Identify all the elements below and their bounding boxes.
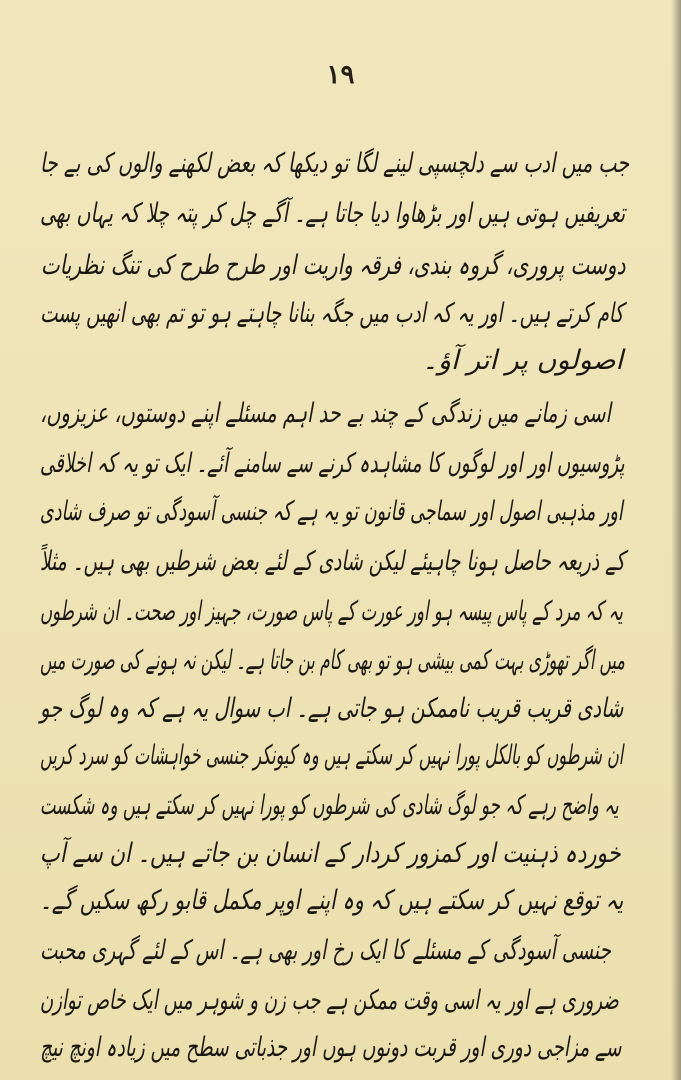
- page-number: ۱۹: [326, 60, 355, 90]
- text-line: یہ واضح رہے کہ جو لوگ شادی کی شرطوں کو پورا نہیں کر سکتے ہیں وہ شکست: [40, 790, 619, 821]
- text-line: کے ذریعہ حاصل ہونا چاہیئے لیکن شادی کے لئے بعض شرطیں بھی ہیں۔ مثلاً: [40, 546, 625, 577]
- text-line: جب میں ادب سے دلچسپی لینے لگا تو دیکھا کہ بعض لکھنے والوں کی بے جا: [39, 148, 629, 179]
- text-line: جنسی آسودگی کے مسئلے کا ایک رخ اور بھی ہے۔ اس کے لئے گہری محبت: [40, 935, 611, 966]
- text-line: تعریفیں ہوتی ہیں اور بڑھاوا دیا جاتا ہے۔ آگے چل کر پتہ چلا کہ یہاں بھی: [39, 198, 625, 229]
- text-line: اسی زمانے میں زندگی کے چند بے حد اہم مسئلے اپنے دوستوں، عزیزوں،: [40, 398, 611, 429]
- text-line: شادی قریب قریب ناممکن ہو جاتی ہے۔ اب سوال یہ ہے کہ وہ لوگ جو: [39, 693, 623, 724]
- text-line: اور مذہبی اصول اور سماجی قانون تو یہ ہے کہ جنسی آسودگی تو صرف شادی: [40, 496, 623, 527]
- text-line: یہ کہ مرد کے پاس پیسہ ہو اور عورت کے پاس صورت، جہیز اور صحت۔ ان شرطوں: [40, 596, 623, 627]
- text-line: پڑوسیوں اور اور لوگوں کا مشاہدہ کرنے سے سامنے آئے۔ ایک تو یہ کہ اخلاقی: [40, 448, 625, 479]
- text-line: دوست پروری، گروہ بندی، فرقہ واریت اور طرح طرح کی تنگ نظریات: [40, 250, 625, 281]
- text-line: سے مزاجی دوری اور قربت دونوں ہوں اور جذباتی سطح میں زیادہ اونچ نیچ: [39, 1032, 621, 1063]
- text-line: ان شرطوں کو بالکل پورا نہیں کر سکتے ہیں وہ کیونکر جنسی خواہشات کو سرد کریں: [39, 740, 623, 771]
- text-line: میں اگر تھوڑی بہت کمی بیشی ہو تو بھی کام بن جاتا ہے۔ لیکن نہ ہونے کی صورت میں: [40, 645, 625, 676]
- text-line: اصولوں پر اتر آؤ۔: [422, 345, 623, 376]
- page-edge-shadow: [671, 0, 681, 1080]
- text-line: کام کرتے ہیں۔ اور یہ کہ ادب میں جگہ بنانا چاہتے ہو تو تم بھی انھیں پست: [39, 298, 623, 329]
- text-line: یہ توقع نہیں کر سکتے ہیں کہ وہ اپنے اوپر مکمل قابو رکھ سکیں گے۔: [39, 885, 623, 916]
- text-line: خوردہ ذہنیت اور کمزور کردار کے انسان بن جاتے ہیں۔ ان سے آپ: [40, 838, 621, 869]
- text-line: ضروری ہے اور یہ اسی وقت ممکن ہے جب زن و شوہر میں ایک خاص توازن: [40, 985, 619, 1016]
